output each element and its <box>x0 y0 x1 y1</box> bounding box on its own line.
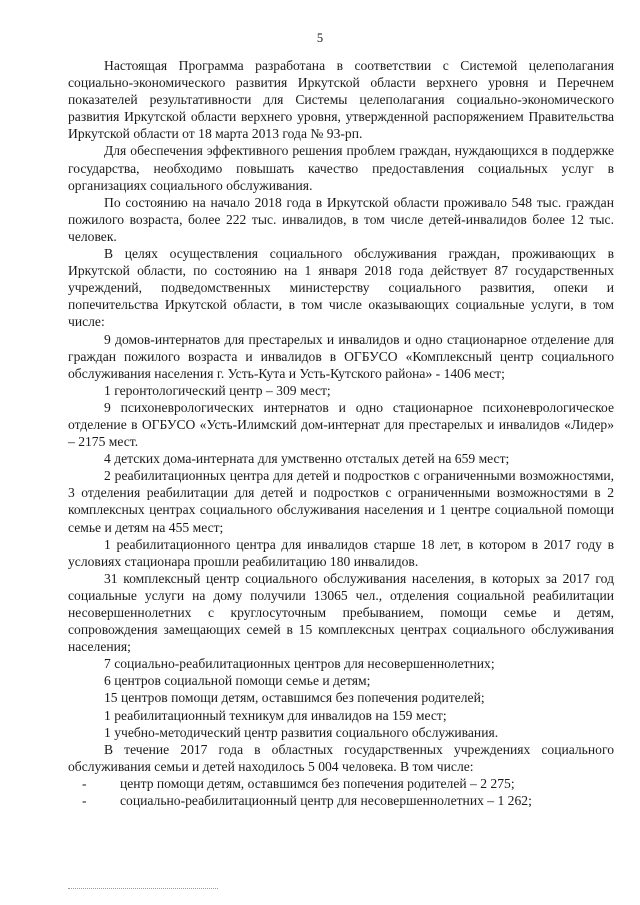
paragraph: В целях осуществления социального обслуживания граждан, проживающих в Иркутской области, по состоянию на 1 января 2018 года действует 87 государственных учреждений, подведомственных министерству социального развития, опеки и попечительства Иркутской области, в том числе оказывающих социальные услуги, в том числе: <box>68 246 614 330</box>
paragraph: По состоянию на начало 2018 года в Иркутской области проживало 548 тыс. граждан пожилого возраста, более 222 тыс. инвалидов, в том числе детей-инвалидов более 12 тыс. человек. <box>68 194 614 244</box>
paragraph: 1 учебно-методический центр развития социального обслуживания. <box>104 724 499 740</box>
list-item <box>68 792 614 809</box>
paragraph: 6 центров социальной помощи семье и детям; <box>104 673 371 689</box>
paragraph: Настоящая Программа разработана в соответствии с Системой целеполагания социально-экономического развития Иркутской области верхнего уровня и Перечнем показателей результативности для Системы целеполагания социально-экономического развития Иркутской области верхнего уровня, утвержденной распоряжением Правительства Иркутской области от 18 марта 2013 года № 93-рп. <box>68 58 614 142</box>
paragraph: 4 детских дома-интерната для умственно отсталых детей на 659 мест; <box>104 451 510 467</box>
list-item-text: центр помощи детям, оставшимся без попечения родителей – 2 275; <box>120 775 515 791</box>
paragraph: Для обеспечения эффективного решения проблем граждан, нуждающихся в поддержке государства, необходимо повышать качество предоставления социальных услуг в организациях социального обслуживания. <box>68 143 614 193</box>
paragraph: 7 социально-реабилитационных центров для несовершеннолетних; <box>104 656 495 672</box>
paragraph: 1 реабилитационного центра для инвалидов старше 18 лет, в котором в 2017 году в условиях стационара прошли реабилитацию 180 инвалидов. <box>68 536 614 569</box>
footer-separator <box>68 888 218 889</box>
paragraph: В течение 2017 года в областных государственных учреждениях социального обслуживания семьи и детей находилось 5 004 человека. В том числе: <box>68 741 614 774</box>
list-item <box>68 775 614 792</box>
list-marker: - <box>82 775 87 791</box>
paragraph: 9 психоневрологических интернатов и одно стационарное психоневрологическое отделение в ОГБУСО «Усть-Илимский дом-интернат для престарелых и инвалидов «Лидер» – 2175 мест. <box>68 399 614 450</box>
paragraph: 1 геронтологический центр – 309 мест; <box>104 382 331 398</box>
document-body <box>68 57 614 809</box>
paragraph: 2 реабилитационных центра для детей и подростков с ограниченными возможностями, 3 отделения реабилитации для детей и подростков с ограниченными возможностями в 2 комплексных центрах социального обслуживания населения и 1 центре социальной помощи семье и детям на 455 мест; <box>68 468 614 535</box>
paragraph: 1 реабилитационный техникум для инвалидов на 159 мест; <box>104 707 447 723</box>
paragraph: 15 центров помощи детям, оставшимся без попечения родителей; <box>104 690 485 706</box>
paragraph: 9 домов-интернатов для престарелых и инвалидов и одно стационарное отделение для граждан пожилого возраста и инвалидов в ОГБУСО «Комплексный центр социального обслуживания населения г. Усть-Кута и Усть-Кутского района» - 1406 мест; <box>68 331 614 381</box>
page-number: 5 <box>316 31 324 45</box>
list-marker: - <box>82 793 87 809</box>
paragraph: 31 комплексный центр социального обслуживания населения, в которых за 2017 год социальные услуги на дому получили 13065 чел., отделения социальной реабилитации несовершеннолетних с круглосуточным пребыванием, помощи семье и детям, сопровождения замещающих семей в 15 комплексных центрах социального обслуживания населения; <box>68 570 614 655</box>
list-item-text: социально-реабилитационный центр для несовершеннолетних – 1 262; <box>120 793 532 809</box>
